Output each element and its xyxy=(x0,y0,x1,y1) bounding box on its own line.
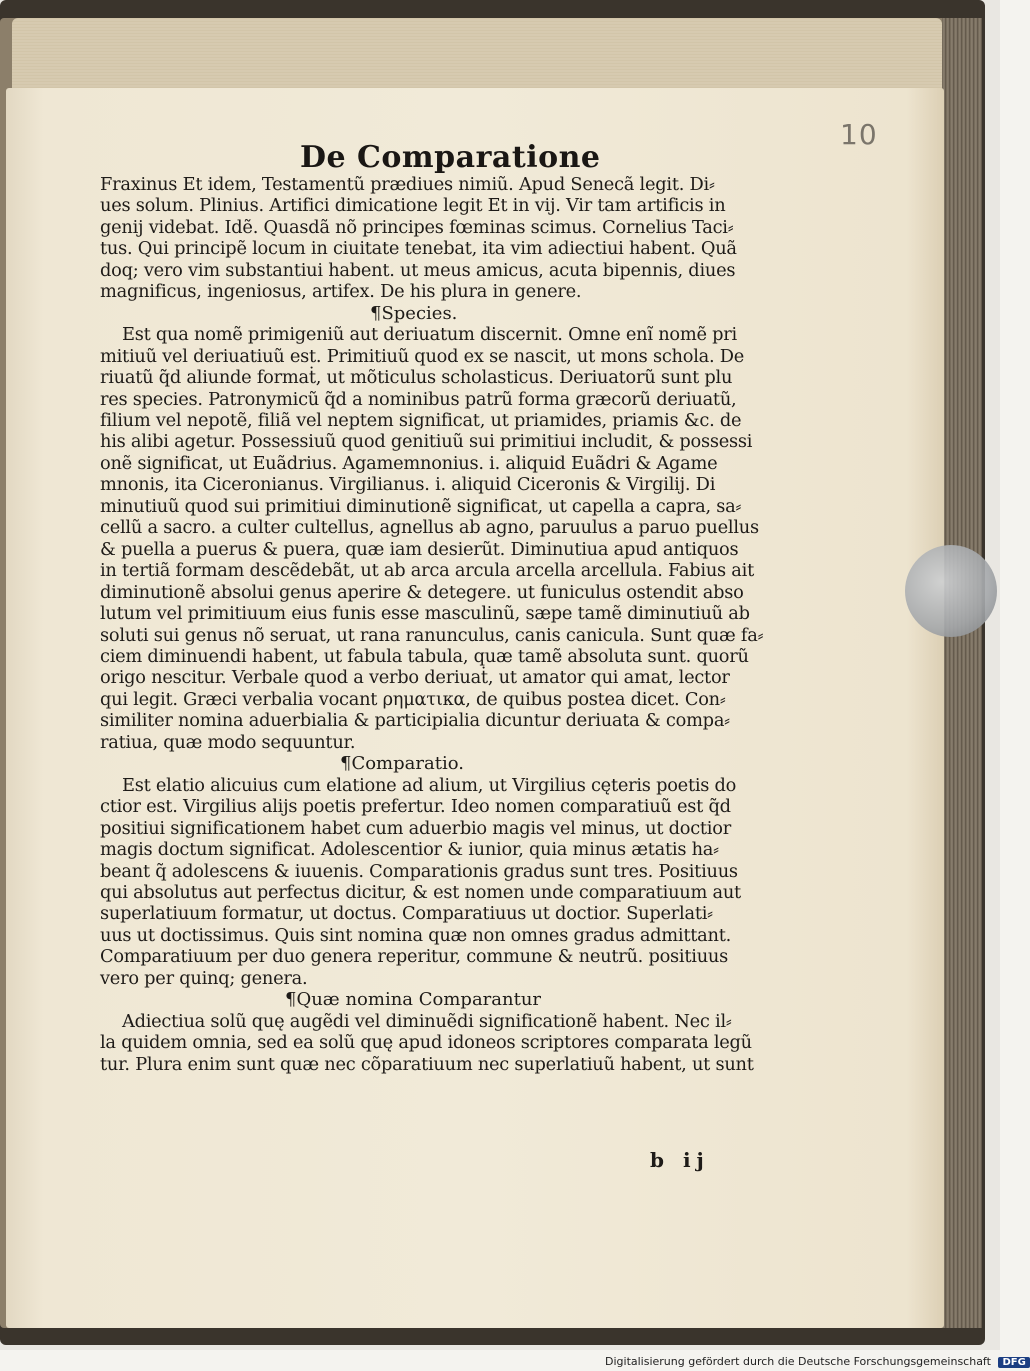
text-line: la quidem omnia, sed ea solũ quę apud idoneos scriptores comparata legũ xyxy=(100,1032,752,1054)
text-line: qui legit. Græci verbalia vocant ρηματικα, de quibus postea dicet. Con⸗ xyxy=(100,688,726,710)
text-line: minutiuũ quod sui primitiui diminutionẽ significat, ut capella a capra, sa⸗ xyxy=(100,495,742,517)
text-block xyxy=(100,174,780,1075)
text-line: doq; vero vim substantiui habent. ut meus amicus, acuta bipennis, diues xyxy=(100,259,736,281)
text-line: origo nescitur. Verbale quod a verbo deriuaṫ, ut amator qui amat, lector xyxy=(100,667,730,689)
text-line: ratiua, quæ modo sequuntur. xyxy=(100,731,356,753)
text-line: his alibi agetur. Possessiuũ quod genitiuũ sui primitiui includit, & possessi xyxy=(100,431,753,453)
text-line: Fraxinus Et idem, Testamentũ prædiues nimiũ. Apud Senecã legit. Di⸗ xyxy=(100,174,715,195)
text-line: diminutionẽ absolui genus aperire & detegere. ut funiculus ostendit abso xyxy=(100,581,744,603)
text-line: qui absolutus aut perfectus dicitur, & est nomen unde comparatiuum aut xyxy=(100,881,741,903)
text-line: positiui significationem habet cum aduerbio magis vel minus, ut doctior xyxy=(100,817,731,839)
text-line: mitiuũ vel deriuatiuũ est. Primitiuũ quod ex se nascit, ut mons schola. De xyxy=(100,345,745,367)
text-line: riuatũ q̃d aliunde formaṫ, ut mõticulus scholasticus. Deriuatorũ sunt plu xyxy=(100,367,733,389)
page-clip-tab xyxy=(905,545,997,637)
footer-credit-text: Digitalisierung gefördert durch die Deutsche Forschungsgemeinschaft xyxy=(605,1355,991,1368)
text-line: uus ut doctissimus. Quis sint nomina quæ non omnes gradus admittant. xyxy=(100,924,731,946)
page-block-top-edge xyxy=(12,18,942,92)
text-line: Est qua nomẽ primigeniũ aut deriuatum discernit. Omne enĩ nomẽ pri xyxy=(122,324,737,346)
signature-mark: b ij xyxy=(650,1148,710,1172)
section-heading-comparatio: ¶Comparatio. xyxy=(340,753,464,775)
text-line: magnificus, ingeniosus, artifex. De his plura in genere. xyxy=(100,281,582,303)
text-line: in tertiã formam descẽdebãt, ut ab arca arcula arcella arcellula. Fabius ait xyxy=(100,560,754,582)
text-line: superlatiuum formatur, ut doctus. Comparatiuus ut doctior. Superlati⸗ xyxy=(100,903,713,925)
text-line: Comparatiuum per duo genera reperitur, commune & neutrũ. positiuus xyxy=(100,946,728,968)
text-line: & puella a puerus & puera, quæ iam desierũt. Diminutiua apud antiquos xyxy=(100,538,739,560)
text-line: lutum vel primitiuum eius funis esse masculinũ, sæpe tamẽ diminutiuũ ab xyxy=(100,603,750,625)
text-line: vero per quinq; genera. xyxy=(100,967,308,989)
text-line: beant q̃ adolescens & iuuenis. Comparationis gradus sunt tres. Positiuus xyxy=(100,860,738,882)
text-line: ues solum. Plinius. Artifici dimicatione legit Et in vij. Vir tam artificis in xyxy=(100,195,726,217)
text-line: mnonis, ita Ciceronianus. Virgilianus. i. aliquid Ciceronis & Virgilij. Di xyxy=(100,474,716,496)
text-line: tus. Qui principẽ locum in ciuitate tenebat, ita vim adiectiui habent. Quã xyxy=(100,238,737,260)
text-line: filium vel nepotẽ, filiã vel neptem significat, ut priamides, priamis &c. de xyxy=(100,409,742,431)
text-line: genij videbat. Idẽ. Quasdã nõ principes fœminas scimus. Cornelius Taci⸗ xyxy=(100,216,734,238)
folio-number: 10 xyxy=(840,118,878,151)
section-heading-quae-nomina: ¶Quæ nomina Comparantur xyxy=(285,989,542,1011)
book-fore-edge xyxy=(942,18,982,1328)
text-line: tur. Plura enim sunt quæ nec cõparatiuum nec superlatiuũ habent, ut sunt xyxy=(100,1053,754,1075)
text-line: onẽ significat, ut Euãdrius. Agamemnonius. i. aliquid Euãdri & Agame xyxy=(100,452,718,474)
section-heading-species: ¶Species. xyxy=(370,302,458,324)
page-heading: De Comparatione xyxy=(300,140,601,175)
text-line: similiter nomina aduerbialia & participialia dicuntur deriuata & compa⸗ xyxy=(100,710,730,732)
dfg-logo: DFG xyxy=(998,1357,1029,1368)
footer-credit xyxy=(605,1355,1030,1368)
text-line: magis doctum significat. Adolescentior & iunior, quia minus ætatis ha⸗ xyxy=(100,839,719,861)
text-line: cellũ a sacro. a culter cultellus, agnellus ab agno, paruulus a paruo puellus xyxy=(100,517,759,539)
text-line: Adiectiua solũ quę augẽdi vel diminuẽdi significationẽ habent. Nec il⸗ xyxy=(122,1010,732,1032)
text-line: soluti sui genus nõ seruat, ut rana ranunculus, canis canicula. Sunt quæ fa⸗ xyxy=(100,624,764,646)
text-line: ctior est. Virgilius alijs poetis prefertur. Ideo nomen comparatiuũ est q̃d xyxy=(100,796,731,818)
text-line: ciem diminuendi habent, ut fabula tabula, quæ tamẽ absoluta sunt. quorũ xyxy=(100,645,749,667)
text-line: res species. Patronymicũ q̃d a nominibus patrũ forma græcorũ deriuatũ, xyxy=(100,388,737,410)
text-line: Est elatio alicuius cum elatione ad alium, ut Virgilius cęteris poetis do xyxy=(122,774,737,796)
